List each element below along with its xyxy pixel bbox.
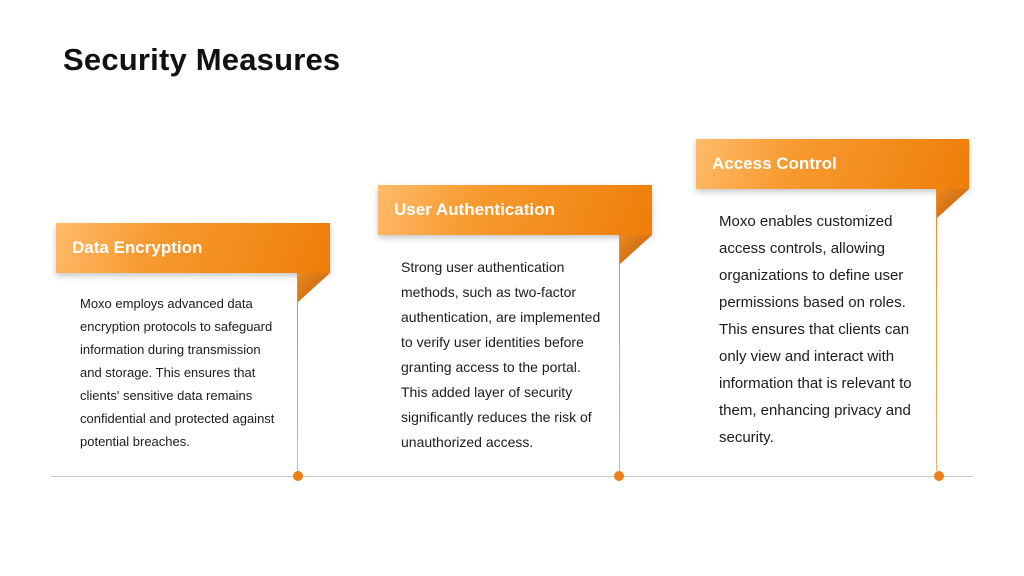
timeline-dot [614, 471, 624, 481]
card-heading-banner: Access Control [696, 139, 969, 189]
slide-title: Security Measures [63, 42, 341, 77]
card-description: Moxo enables customized access controls, allowing organizations to define user permissions based on roles. This ensures that clients can only view and interact with information that is relevant to them, enhancing privacy and security. [719, 213, 912, 446]
banner-fold [297, 273, 330, 303]
timeline-connector [619, 235, 620, 471]
timeline-dot [293, 471, 303, 481]
timeline-dot [934, 471, 944, 481]
timeline-baseline [51, 476, 973, 477]
card-description: Strong user authentication methods, such as two-factor authentication, are implemented to verify user identities before granting access to the portal. This added layer of security significantly reduces the risk of unauthorized access. [401, 259, 601, 450]
card-heading-banner: Data Encryption [56, 223, 330, 273]
card-description: Moxo employs advanced data encryption protocols to safeguard information during transmission and storage. This ensures that clients' sensitive data remains confidential and protected against potential breaches. [80, 296, 275, 449]
banner-fold [936, 189, 969, 219]
timeline-connector [297, 273, 298, 471]
banner-fold [619, 235, 652, 265]
timeline-connector [936, 189, 937, 471]
card-heading-banner: User Authentication [378, 185, 652, 235]
